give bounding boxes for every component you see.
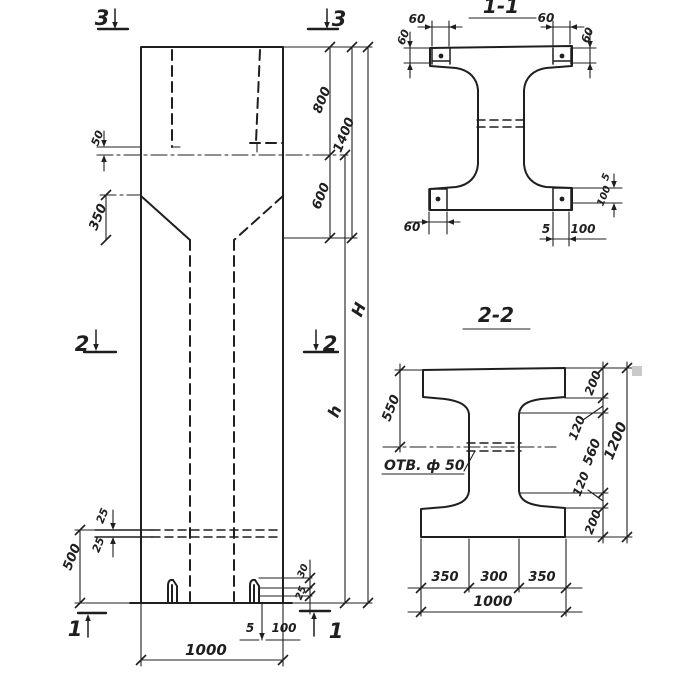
scan-artifact: [632, 366, 642, 376]
web-hole-hidden-lines: [477, 120, 525, 127]
dim-label-5-right: 5: [600, 171, 613, 183]
dim-label-25a: 25: [93, 506, 112, 526]
section-2-2-outline: [421, 368, 565, 537]
dim-label-600: 600: [309, 180, 334, 212]
dim-label-350-left: 350: [431, 570, 459, 585]
hole-lines-dashed: [152, 530, 282, 537]
dim-label-30: 30: [295, 562, 312, 580]
elevation-view: [60, 6, 373, 666]
dim-label-120-bottom: 120: [569, 469, 593, 499]
hole-lines-solid: [95, 530, 152, 537]
dim-label-200-top: 200: [581, 368, 605, 398]
dim-label-25b: 25: [89, 535, 108, 555]
section-marker-3-right: 3: [331, 7, 347, 31]
section-marker-2-right: 2: [322, 332, 338, 356]
dim-label-1200: 1200: [601, 419, 631, 463]
section-marker-shafts: [88, 9, 327, 637]
section-marker-1-left: 1: [67, 617, 83, 641]
dim-label-1000: 1000: [185, 641, 227, 659]
dim-label-60-left-v: 60: [394, 27, 413, 47]
hole-label: ОТВ. ф 50: [384, 458, 465, 474]
dimension-lines: [75, 47, 372, 666]
dim-label-120-top: 120: [565, 413, 589, 443]
embedded-plates: [429, 48, 571, 210]
anchor-dot: [439, 54, 444, 59]
dim-label-550: 550: [379, 392, 404, 424]
dim-label-1400: 1400: [330, 115, 359, 155]
dim-label-350-right: 350: [528, 570, 556, 585]
dim-label-800: 800: [310, 84, 335, 116]
dim-label-60-top-left: 60: [408, 12, 426, 26]
section-1-1-outline: [430, 46, 572, 210]
arrowheads: [85, 22, 330, 640]
dim-label-560: 560: [580, 436, 605, 468]
section-marker-1-right: 1: [328, 619, 344, 643]
dim-label-300: 300: [480, 570, 508, 585]
anchor-dot: [560, 197, 565, 202]
section-marker-2-left: 2: [74, 332, 90, 356]
dimension-lines: [404, 21, 622, 246]
dim-label-H: H: [347, 299, 370, 320]
column-outline: [130, 47, 292, 603]
centerlines: [97, 155, 348, 195]
dim-label-100-right: 100: [595, 184, 614, 208]
section-1-1-title: 1-1: [482, 0, 520, 18]
dim-label-200-bottom: 200: [581, 507, 605, 537]
dim-label-60-bottom: 60: [403, 220, 421, 234]
dim-label-50: 50: [88, 128, 107, 148]
dim-label-60-top-right: 60: [537, 11, 555, 25]
section-2-2-title: 2-2: [477, 303, 515, 327]
dim-label-5-bottom: 5: [541, 222, 551, 236]
dim-label-60-right-v: 60: [578, 25, 597, 45]
column-foot-brackets: [168, 580, 259, 603]
dim-label-5: 5: [245, 621, 255, 635]
section-marker-3-left: 3: [94, 6, 110, 30]
section-1-1: [395, 0, 622, 246]
section-2-2: [379, 303, 642, 617]
hidden-lines: [172, 50, 283, 601]
dim-label-25c: 25: [293, 584, 310, 602]
dim-label-h: h: [323, 402, 346, 421]
anchor-dot: [560, 54, 565, 59]
section-marker-bars: [78, 29, 338, 613]
dim-label-100-bottom: 100: [570, 222, 596, 236]
dim-label-500: 500: [60, 541, 85, 573]
dim-label-350: 350: [86, 201, 111, 233]
dim-label-100: 100: [271, 621, 297, 635]
dim-label-1000-bottom: 1000: [473, 594, 513, 610]
anchor-dot: [436, 197, 441, 202]
